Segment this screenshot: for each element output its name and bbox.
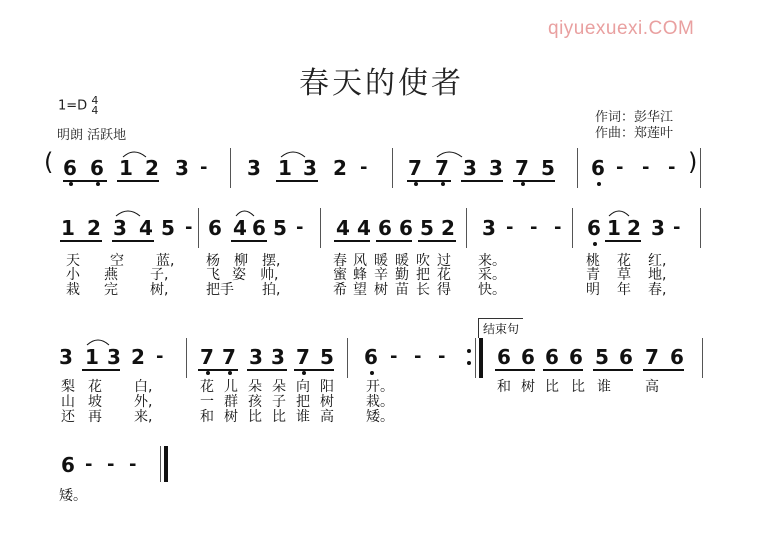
note: 6: [545, 345, 559, 369]
dash: -: [414, 346, 422, 367]
repeat-paren-open: (: [44, 148, 54, 176]
slur: [437, 152, 462, 157]
lyric-char: 孩: [248, 394, 262, 410]
dash: -: [668, 157, 676, 178]
note: 1: [119, 156, 133, 180]
note: 3: [113, 216, 127, 240]
note: 2: [131, 345, 145, 369]
note: 4: [357, 216, 371, 240]
note: 3: [249, 345, 263, 369]
lyric-char: 花: [437, 267, 451, 283]
lyric-char: 树: [374, 282, 388, 298]
note: 7: [296, 345, 310, 369]
dash: -: [506, 217, 514, 238]
lyric-char: 小: [66, 267, 80, 283]
note: 5: [420, 216, 434, 240]
lyric-char: 白,: [134, 379, 153, 395]
lyric-char: 摆,: [262, 253, 281, 269]
lyric-char: 再: [88, 409, 102, 425]
lyric-char: 过: [437, 253, 451, 269]
dash: -: [616, 157, 624, 178]
note: 2: [145, 156, 159, 180]
lyric-char: 来。: [478, 253, 506, 269]
lyric-char: 树: [521, 379, 535, 395]
lyric-char: 阳: [320, 379, 334, 395]
slur: [281, 152, 305, 157]
lyric-char: 完: [104, 282, 118, 298]
note: 6: [364, 345, 378, 369]
note: 6: [252, 216, 266, 240]
dash: -: [156, 346, 164, 367]
lyric-char: 地,: [648, 267, 667, 283]
lyric-char: 风: [353, 253, 367, 269]
slur: [116, 211, 140, 216]
note: 3: [107, 345, 121, 369]
lyric-char: 蜂: [353, 267, 367, 283]
lyric-char: 快。: [478, 282, 506, 298]
lyric-char: 和: [497, 379, 511, 395]
lyric-char: 树,: [150, 282, 169, 298]
lyric-char: 飞: [206, 267, 220, 283]
key-text: 1=D: [58, 98, 88, 114]
lyric-char: 暖: [395, 253, 409, 269]
lyric-char: 花: [88, 379, 102, 395]
lyricist-credit: 作词：彭华江: [595, 110, 674, 125]
lyric-char: 苗: [395, 282, 409, 298]
lyric-char: 矮。: [59, 488, 87, 504]
time-sig-bottom: 4: [91, 104, 99, 117]
lyric-char: 望: [353, 282, 367, 298]
note: 6: [399, 216, 413, 240]
slur: [123, 152, 146, 157]
lyric-char: 儿: [224, 379, 238, 395]
lyric-char: 把: [206, 282, 220, 298]
lyric-char: 蜜: [333, 267, 347, 283]
dash: -: [360, 157, 368, 178]
dash: -: [642, 157, 650, 178]
note: 3: [175, 156, 189, 180]
note: 7: [408, 156, 422, 180]
dash: -: [554, 217, 562, 238]
song-title: 春天的使者: [299, 66, 464, 101]
lyric-char: 辛: [374, 267, 388, 283]
dash: -: [438, 346, 446, 367]
note: 6: [569, 345, 583, 369]
composer-credit: 作曲：郑莲叶: [595, 126, 674, 141]
note: 6: [619, 345, 633, 369]
lyric-char: 红,: [648, 253, 667, 269]
note: 2: [87, 216, 101, 240]
note: 1: [278, 156, 292, 180]
lyric-char: 矮。: [366, 409, 394, 425]
note: 4: [336, 216, 350, 240]
note: 7: [645, 345, 659, 369]
lyric-char: 坡: [88, 394, 102, 410]
expression-mark: 明朗 活跃地: [57, 128, 127, 143]
lyric-char: 拍,: [262, 282, 281, 298]
lyric-char: 春: [333, 253, 347, 269]
lyric-char: 手: [220, 282, 234, 298]
lyric-char: 蓝,: [156, 253, 175, 269]
note: 3: [59, 345, 73, 369]
note: 6: [587, 216, 601, 240]
watermark: qiyuexuexi.COM: [548, 18, 695, 39]
note: 3: [271, 345, 285, 369]
ending-label: 结束句: [478, 318, 523, 338]
note: 6: [591, 156, 605, 180]
lyric-char: 子,: [150, 267, 169, 283]
lyric-char: 春,: [648, 282, 667, 298]
lyric-char: 外,: [134, 394, 153, 410]
lyric-char: 帅,: [260, 267, 279, 283]
note: 6: [378, 216, 392, 240]
note: 7: [435, 156, 449, 180]
lyric-char: 一: [200, 394, 214, 410]
note: 6: [497, 345, 511, 369]
lyric-char: 采。: [478, 267, 506, 283]
slur: [236, 211, 254, 216]
note: 1: [61, 216, 75, 240]
dash: -: [85, 454, 93, 475]
lyric-char: 燕: [104, 267, 118, 283]
note: 5: [161, 216, 175, 240]
note: 3: [482, 216, 496, 240]
note: 7: [515, 156, 529, 180]
note: 5: [320, 345, 334, 369]
dash: -: [185, 217, 193, 238]
note: 6: [90, 156, 104, 180]
lyric-char: 子: [272, 394, 286, 410]
dash: -: [107, 454, 115, 475]
lyric-char: 空: [110, 253, 124, 269]
note: 1: [607, 216, 621, 240]
lyric-char: 年: [617, 282, 631, 298]
note: 5: [541, 156, 555, 180]
lyric-char: 栽: [66, 282, 80, 298]
note: 1: [85, 345, 99, 369]
lyric-char: 高: [645, 379, 659, 395]
lyric-char: 把: [416, 267, 430, 283]
lyric-char: 朵: [248, 379, 262, 395]
lyric-char: 暖: [374, 253, 388, 269]
note: 4: [233, 216, 247, 240]
lyric-char: 柳: [234, 253, 248, 269]
note: 2: [627, 216, 641, 240]
lyric-char: 群: [224, 394, 238, 410]
note: 2: [333, 156, 347, 180]
lyric-char: 还: [61, 409, 75, 425]
lyric-char: 树: [320, 394, 334, 410]
note: 6: [63, 156, 77, 180]
note: 6: [521, 345, 535, 369]
dash: -: [673, 217, 681, 238]
dash: -: [390, 346, 398, 367]
lyric-char: 青: [586, 267, 600, 283]
slur: [609, 211, 629, 216]
note: 3: [651, 216, 665, 240]
lyric-char: 花: [200, 379, 214, 395]
lyric-char: 朵: [272, 379, 286, 395]
lyric-char: 高: [320, 409, 334, 425]
lyric-char: 开。: [366, 379, 394, 395]
lyric-char: 草: [617, 267, 631, 283]
lyric-char: 花: [617, 253, 631, 269]
lyric-char: 明: [586, 282, 600, 298]
lyric-char: 山: [61, 394, 75, 410]
lyric-char: 杨: [206, 253, 220, 269]
note: 3: [489, 156, 503, 180]
note: 3: [247, 156, 261, 180]
note: 7: [222, 345, 236, 369]
lyric-char: 天: [66, 253, 80, 269]
lyric-char: 谁: [296, 409, 310, 425]
dash: -: [200, 157, 208, 178]
note: 6: [670, 345, 684, 369]
lyric-char: 比: [571, 379, 585, 395]
slur: [87, 340, 109, 345]
note: 5: [273, 216, 287, 240]
lyric-char: 勤: [395, 267, 409, 283]
lyric-char: 来,: [134, 409, 153, 425]
dash: -: [129, 454, 137, 475]
note: 5: [595, 345, 609, 369]
lyric-char: 比: [272, 409, 286, 425]
note: 3: [463, 156, 477, 180]
lyric-char: 树: [224, 409, 238, 425]
note: 6: [61, 453, 75, 477]
lyric-char: 谁: [597, 379, 611, 395]
lyric-char: 栽。: [366, 394, 394, 410]
lyric-char: 姿: [232, 267, 246, 283]
note: 4: [139, 216, 153, 240]
lyric-char: 希: [333, 282, 347, 298]
lyric-char: 梨: [61, 379, 75, 395]
dash: -: [530, 217, 538, 238]
dash: -: [296, 217, 304, 238]
note: 7: [200, 345, 214, 369]
lyric-char: 桃: [586, 253, 600, 269]
time-sig-top: 4: [91, 94, 99, 107]
note: 2: [441, 216, 455, 240]
lyric-char: 吹: [416, 253, 430, 269]
lyric-char: 长: [416, 282, 430, 298]
lyric-char: 和: [200, 409, 214, 425]
lyric-char: 把: [296, 394, 310, 410]
lyric-char: 比: [545, 379, 559, 395]
lyric-char: 向: [296, 379, 310, 395]
lyric-char: 比: [248, 409, 262, 425]
lyric-char: 得: [437, 282, 451, 298]
note: 3: [303, 156, 317, 180]
repeat-paren-close: ): [688, 148, 698, 176]
note: 6: [208, 216, 222, 240]
